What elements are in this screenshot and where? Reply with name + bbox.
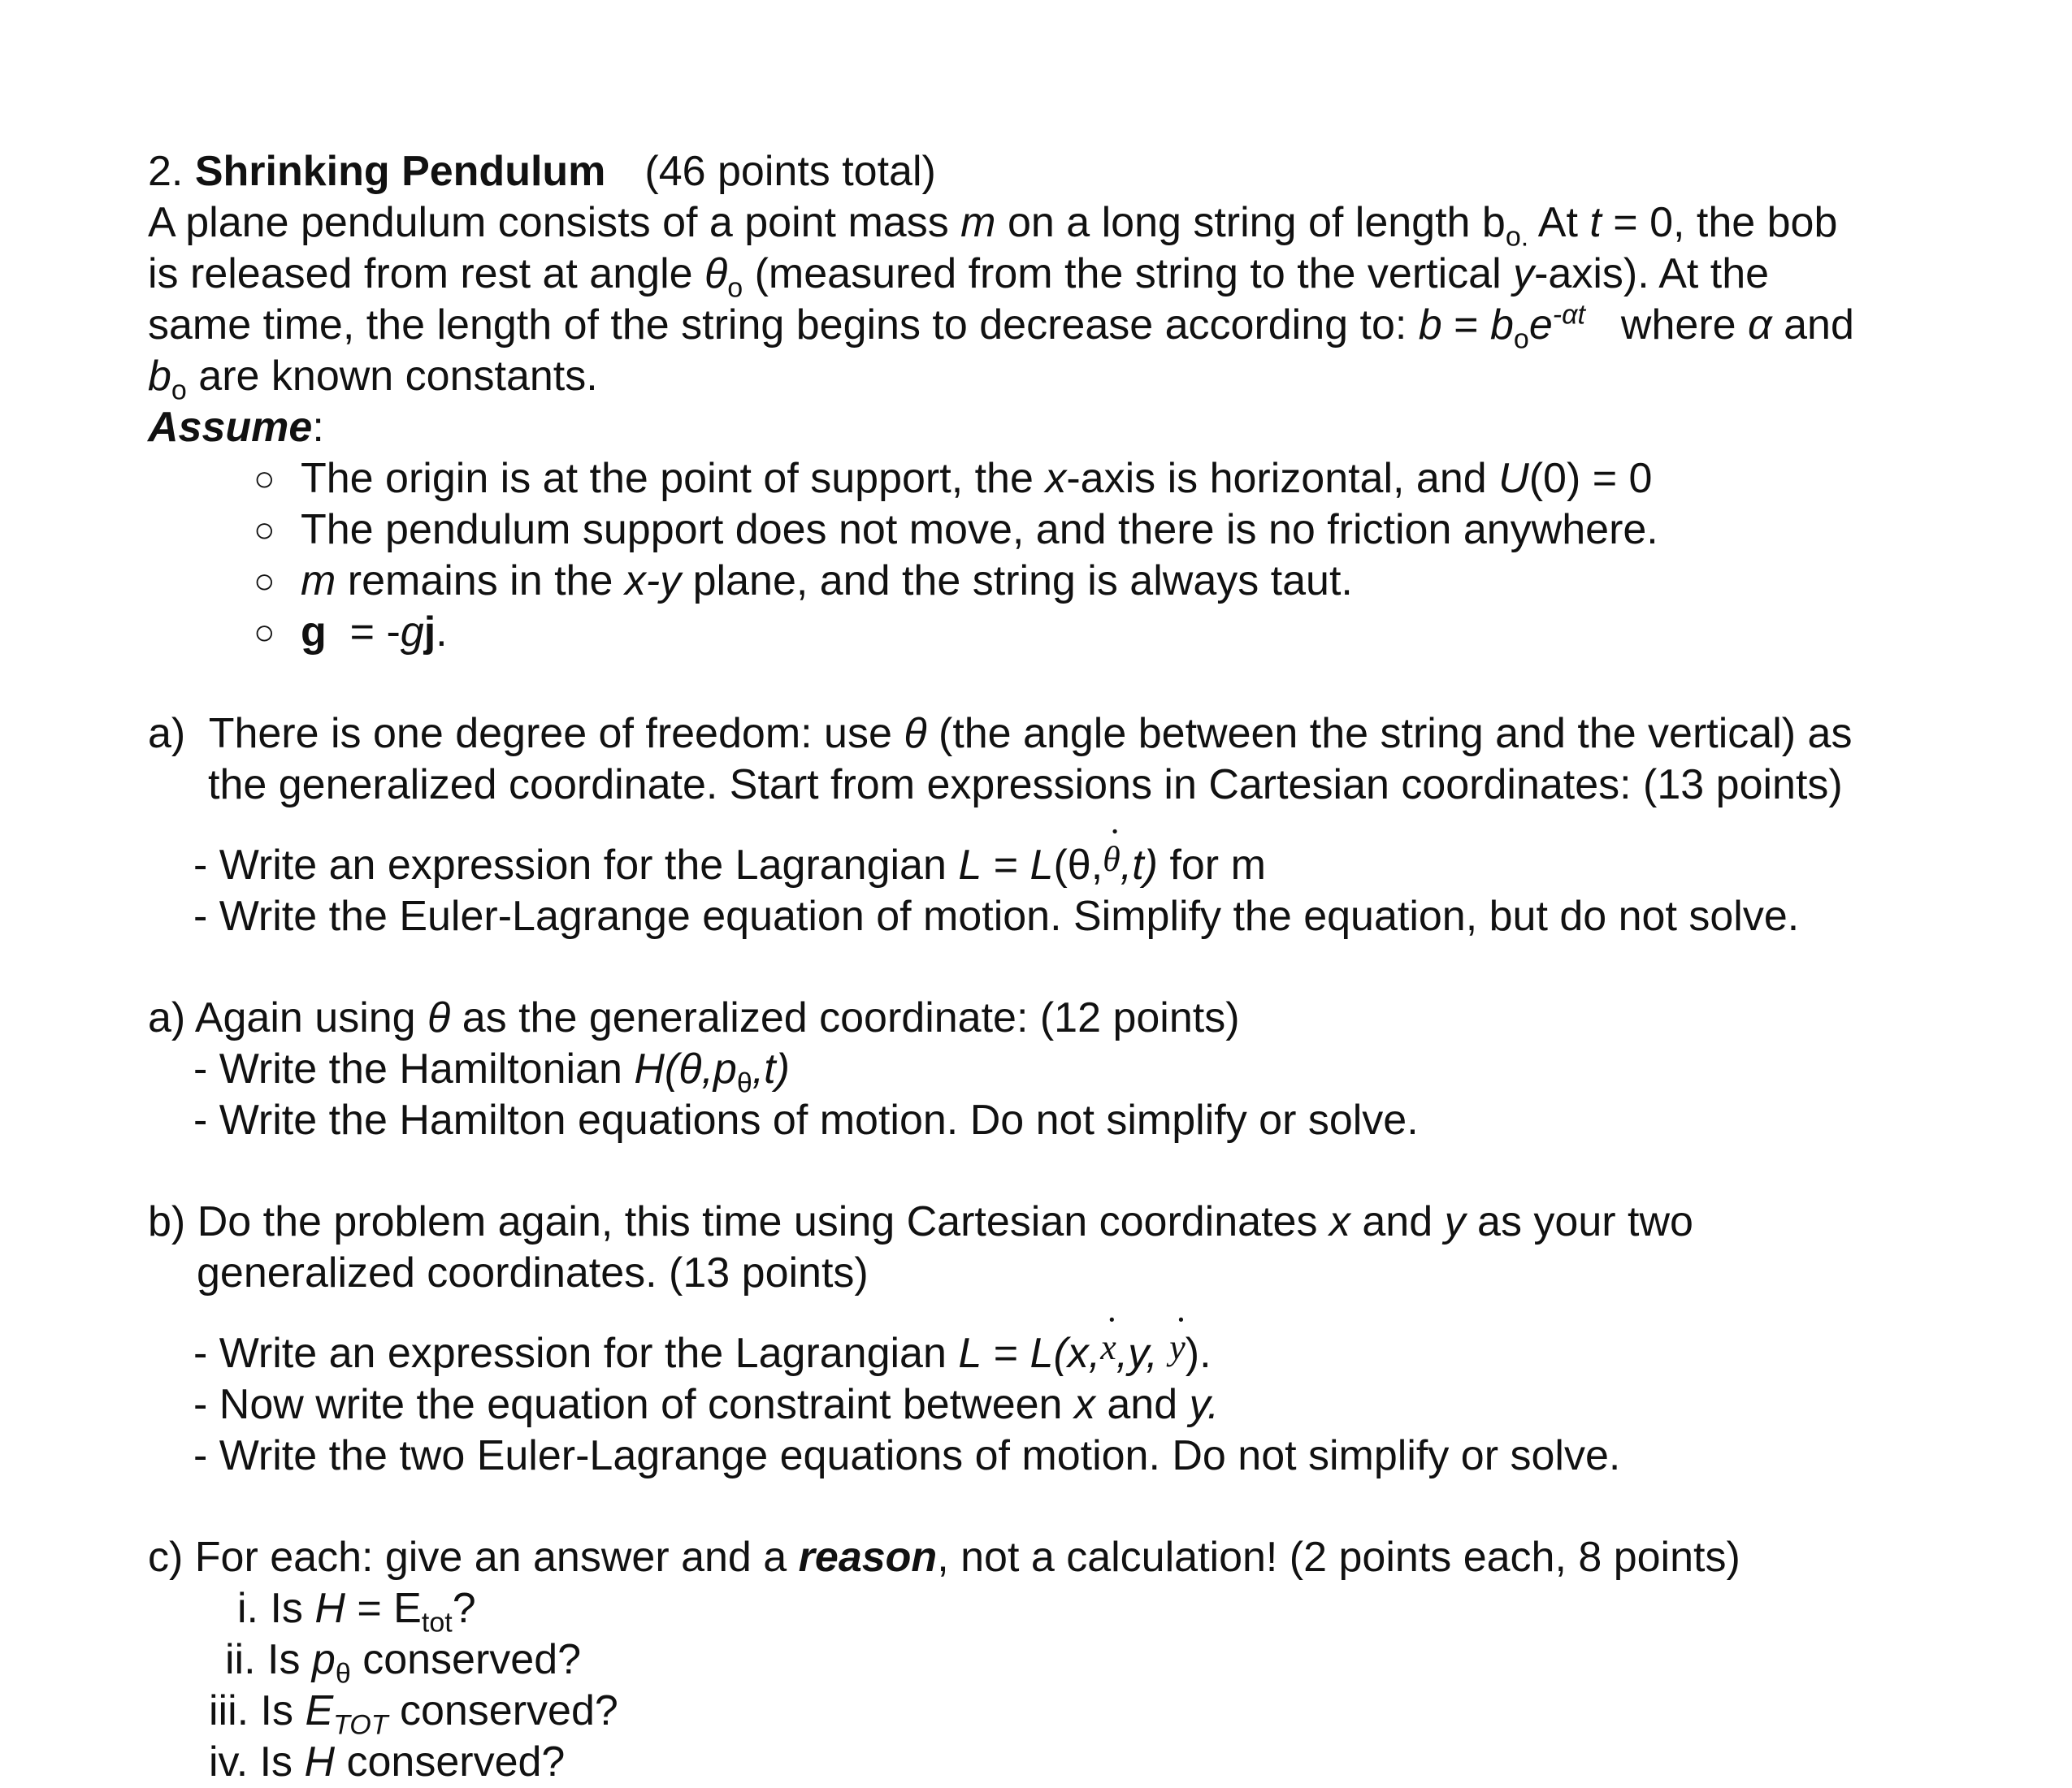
assume-item [148, 607, 1984, 658]
text: (θ, [1053, 842, 1103, 889]
part-b-line-2: generalized coordinates. (13 points) [197, 1249, 869, 1297]
text: -axis is horizontal, and [1066, 455, 1487, 502]
text: is released from rest at angle [148, 250, 693, 297]
text: ). [1185, 1330, 1212, 1377]
spacer [148, 1146, 1984, 1197]
var-alpha: α [1748, 301, 1772, 349]
bullet-icon: ○ [254, 510, 275, 550]
text: = E [345, 1585, 422, 1632]
var-m: m [301, 557, 336, 604]
text: There is one degree of freedom: use [208, 710, 892, 757]
part-a1-task-2: - Write the Euler-Lagrange equation of motion. Simplify the equation, but do not solve. [193, 893, 1800, 940]
var-g-vector: g [301, 608, 327, 656]
text: ii. Is [225, 1636, 301, 1683]
spacer [148, 1482, 1984, 1532]
part-a1-line-2: the generalized coordinate. Start from expressions in Cartesian coordinates: (13 points) [208, 761, 1843, 808]
spacer [148, 811, 1984, 833]
var-p: p [311, 1636, 336, 1683]
subscript: o [171, 374, 187, 406]
intro-line-2 [148, 249, 1984, 304]
var-L: L [958, 1330, 982, 1377]
text: = 0, the bob [1613, 199, 1838, 246]
text: (x, [1053, 1330, 1101, 1377]
var-U: U [1498, 455, 1529, 502]
part-a2-task-1 [148, 1044, 1984, 1099]
text: = [1441, 301, 1490, 349]
text: conserved? [399, 1687, 618, 1734]
text: = [982, 1330, 1030, 1377]
assume-item [148, 504, 1984, 556]
text: -axis). At the [1534, 250, 1770, 297]
text: (measured from the string to the vertical [754, 250, 1502, 297]
problem-heading [148, 146, 1984, 197]
part-a2-line-1 [148, 993, 1984, 1044]
var-b: b [148, 353, 171, 400]
text: iii. Is [209, 1687, 293, 1734]
var-y: y [1513, 250, 1535, 297]
text: are known constants. [198, 353, 598, 400]
part-label: c) [148, 1534, 184, 1581]
text: as the generalized coordinate: (12 points) [462, 994, 1240, 1041]
var-y: y [1444, 1198, 1466, 1245]
text: (the angle between the string and the vertical) as [938, 710, 1853, 757]
var-x: x [1073, 1381, 1095, 1428]
bullet-icon: ○ [254, 459, 275, 499]
text: and [1107, 1381, 1178, 1428]
var-b: b [1418, 301, 1442, 349]
spacer [148, 658, 1984, 708]
subscript: o [1513, 323, 1529, 355]
assume-heading [148, 402, 1984, 453]
assume-item [148, 453, 1984, 504]
part-b-task-2 [148, 1379, 1984, 1431]
var-theta: θ [904, 710, 927, 757]
part-a2-task-2: - Write the Hamilton equations of motion. Do not simplify or solve. [193, 1097, 1419, 1144]
text: : [312, 404, 324, 451]
text: same time, the length of the string begins to decrease according to: [148, 301, 1407, 349]
text: ,y, [1116, 1330, 1158, 1377]
var-H: H [314, 1585, 345, 1632]
part-c-item-iii [148, 1686, 1984, 1741]
assume-label: Assume [148, 404, 313, 451]
var-t: t [1589, 199, 1602, 246]
text: . [436, 608, 448, 656]
var-theta: θ [704, 250, 728, 297]
text: Again using [194, 994, 416, 1041]
subscript: tot [421, 1607, 453, 1639]
part-b-task-3: - Write the two Euler-Lagrange equations of motion. Do not simplify or solve. [193, 1432, 1621, 1479]
problem-document [148, 146, 1984, 1788]
text: plane, and the string is always taut. [692, 557, 1353, 604]
text: - Write an expression for the Lagrangian [193, 842, 947, 889]
subscript: θ [736, 1067, 752, 1099]
text: - Write the Hamiltonian [193, 1046, 622, 1093]
assume-item [148, 556, 1984, 607]
emphasis-reason: reason [798, 1534, 938, 1581]
var-H: H [304, 1738, 336, 1786]
var-b: b [1489, 301, 1514, 349]
var-j-vector: j [423, 608, 436, 656]
part-label: a) [148, 994, 186, 1041]
text: The origin is at the point of support, the [301, 455, 1034, 502]
problem-points: (46 points total) [644, 148, 936, 195]
part-b-line-1 [148, 1197, 1984, 1248]
subscript: o [727, 272, 743, 304]
part-label: a) [148, 710, 186, 757]
var-x-dot: x · [1100, 1322, 1116, 1373]
part-b-task-1 [148, 1322, 1984, 1379]
text: At [1528, 199, 1578, 246]
text: = [982, 842, 1030, 889]
bullet-icon: ○ [254, 613, 275, 652]
text: on a long string of length b [1007, 199, 1506, 246]
bullet-icon: ○ [254, 561, 275, 601]
text: and [1784, 301, 1854, 349]
text: ? [452, 1585, 476, 1632]
text: conserved? [346, 1738, 566, 1786]
subscript: θ [335, 1658, 351, 1690]
text: , not a calculation! (2 points each, 8 points) [937, 1534, 1740, 1581]
text: iv. Is [209, 1738, 293, 1786]
part-c-item-i [148, 1583, 1984, 1639]
var-E: E [305, 1687, 334, 1734]
var-g: g [400, 608, 424, 656]
var-H: H(θ,p [634, 1046, 737, 1093]
var-x: x [1329, 1198, 1350, 1245]
text: and [1362, 1198, 1433, 1245]
var-theta: θ [427, 994, 451, 1041]
text: remains in the [347, 557, 613, 604]
part-label: b) [148, 1198, 186, 1245]
text: conserved? [362, 1636, 582, 1683]
var-e: e [1528, 301, 1553, 349]
var-y-dot: y · [1169, 1322, 1186, 1373]
problem-title: Shrinking Pendulum [194, 148, 606, 195]
text: for m [1169, 842, 1266, 889]
text: i. Is [237, 1585, 303, 1632]
var-theta-dot: θ · [1103, 833, 1121, 885]
var-L: L [1029, 1330, 1054, 1377]
intro-line-3 [148, 299, 1984, 355]
subscript: o. [1505, 221, 1529, 253]
text: - Now write the equation of constraint between [193, 1381, 1063, 1428]
spacer [148, 1299, 1984, 1322]
text: (0) = 0 [1528, 455, 1653, 502]
part-a1-line-1 [148, 708, 1984, 760]
text: where [1620, 301, 1736, 349]
text: For each: give an answer and a [194, 1534, 787, 1581]
text: as your two [1477, 1198, 1693, 1245]
var-L: L [958, 842, 982, 889]
text: ,t) [1120, 842, 1158, 889]
intro-line-4 [148, 351, 1984, 406]
text: - Write an expression for the Lagrangian [193, 1330, 947, 1377]
text: A plane pendulum consists of a point mass [148, 199, 949, 246]
superscript: -αt [1552, 299, 1585, 331]
text: The pendulum support does not move, and there is no friction anywhere. [301, 506, 1658, 553]
text: = - [326, 608, 401, 656]
var-x: x [1045, 455, 1067, 502]
subscript: TOT [333, 1709, 388, 1741]
spacer [148, 942, 1984, 993]
text: ,t) [752, 1046, 790, 1093]
var-m: m [960, 199, 996, 246]
var-L: L [1029, 842, 1054, 889]
intro-line-1 [148, 197, 1984, 253]
var-y: y. [1189, 1381, 1220, 1428]
text: Do the problem again, this time using Cartesian coordinates [197, 1198, 1318, 1245]
problem-number: 2. [148, 148, 184, 195]
part-a1-task-1 [148, 833, 1984, 891]
part-c-line-1 [148, 1532, 1984, 1583]
var-xy: x-y [624, 557, 682, 604]
part-c-item-ii [148, 1634, 1984, 1690]
